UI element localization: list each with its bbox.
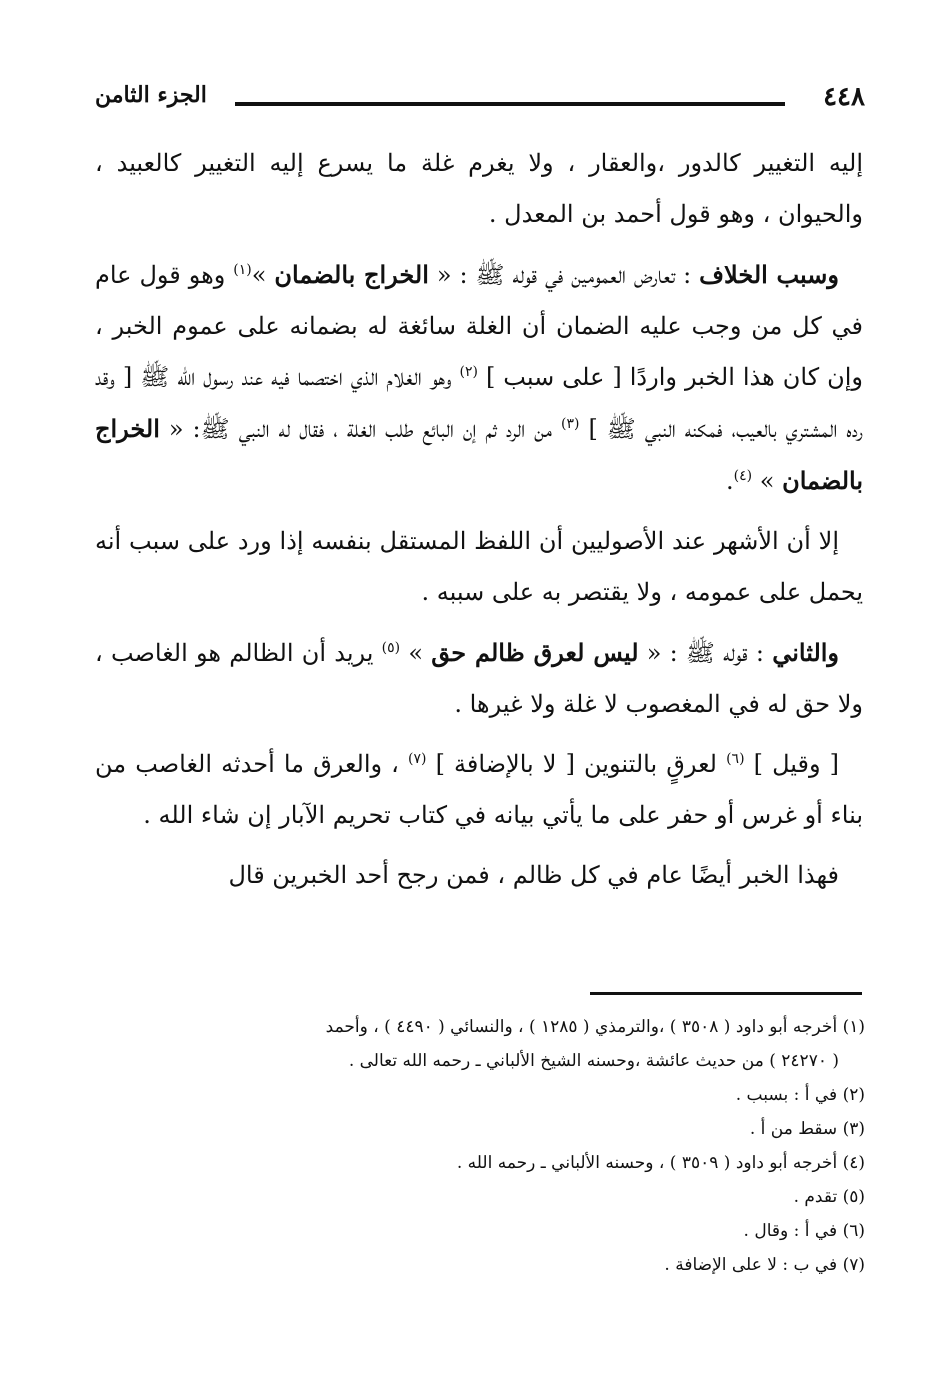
header-rule xyxy=(235,102,785,106)
footnote-ref-5: (٥) xyxy=(381,640,401,656)
footnote-1 xyxy=(95,1010,865,1044)
second-heading: والثاني xyxy=(772,638,840,667)
footnote-6 xyxy=(95,1214,865,1248)
hadith-quote-2: الخراج بالضمان xyxy=(95,414,863,495)
footnote-ref-3: (٣) xyxy=(560,416,580,432)
paragraph-2-text-g: . xyxy=(726,467,734,495)
cause-of-dispute-heading: وسبب الخلاف xyxy=(699,260,839,289)
paragraph-5-text-c: ، والعرق ما أحدثه الغاصب من بناء أو غرس أو حفر على ما يأتي بيانه في كتاب تحريم الآبار إن شاء الله . xyxy=(95,750,863,829)
footnote-7-text: (٧) في ب : لا على الإضافة . xyxy=(664,1255,865,1275)
footnote-6-text: (٦) في أ : وقال . xyxy=(743,1221,865,1241)
hadith-quote-1: الخراج بالضمان xyxy=(274,260,429,289)
paragraph-6 xyxy=(95,850,863,901)
footnote-7 xyxy=(95,1248,865,1282)
hadith-quote-3: ليس لعرق ظالم حق xyxy=(431,638,639,667)
paragraph-2-text-f: » xyxy=(759,467,783,495)
footnote-ref-6: (٦) xyxy=(726,751,745,767)
footnote-2-text: (٢) في أ : بسبب . xyxy=(735,1085,865,1105)
footnote-1-line-1: (١) أخرجه أبو داود ( ٣٥٠٨ ) ،والترمذي ( ١٢٨٥ ) ، والنسائي ( ٤٤٩٠ ) ، وأحمد xyxy=(325,1017,865,1037)
footnote-1-line-2: ( ٢٤٢٧٠ ) من حديث عائشة ،وحسنه الشيخ الألباني ـ رحمه الله تعالى . xyxy=(348,1051,839,1071)
paragraph-1 xyxy=(95,138,863,240)
paragraph-3-text: إلا أن الأشهر عند الأصوليين أن اللفظ المستقل بنفسه إذا ورد على سبب أنه يحمل على عمومه ، ولا يقتصر به على سببه . xyxy=(95,527,863,606)
footnote-4 xyxy=(95,1146,865,1180)
paragraph-2-text-d: وهو الغلام الذي اختصما فيه عند رسول الله ﷺ [ وقد رده المشتري بالعيب، فمكنه النبي ﷺ ] xyxy=(95,363,864,443)
paragraph-3 xyxy=(95,516,863,618)
paragraph-2-text-c: وهو قول عام في كل من وجب عليه الضمان أن الغلة سائغة له بضمانه على عموم الخبر ، وإن كان هذا الخبر واردًا [ على سبب ] xyxy=(95,261,863,391)
paragraph-5-text-b: لعرقٍ بالتنوين [ لا بالإضافة ] xyxy=(435,750,727,778)
page-number: ٤٤٨ xyxy=(823,82,865,112)
footnote-2 xyxy=(95,1078,865,1112)
paragraph-5 xyxy=(95,739,863,841)
footnote-4-text: (٤) أخرجه أبو داود ( ٣٥٠٩ ) ، وحسنه الألباني ـ رحمه الله . xyxy=(456,1153,865,1173)
footnote-ref-7: (٧) xyxy=(408,751,427,767)
footnote-1-continuation xyxy=(95,1044,865,1078)
paragraph-2-text-a: : تعارض العمومين في قوله ﷺ : « xyxy=(428,261,700,289)
footnote-ref-2: (٢) xyxy=(459,364,478,380)
paragraph-6-text: فهذا الخبر أيضًا عام في كل ظالم ، فمن رجح أحد الخبرين قال xyxy=(228,861,839,889)
paragraph-5-text-a: [ وقيل ] xyxy=(753,750,839,778)
running-header xyxy=(95,82,865,116)
paragraph-4 xyxy=(95,627,863,730)
paragraph-1-text: إليه التغيير كالدور ،والعقار ، ولا يغرم غلة ما يسرع إليه التغيير كالعبيد ، والحيوان ، وهو قول أحمد بن المعدل . xyxy=(95,149,863,228)
volume-title: الجزء الثامن xyxy=(95,82,207,108)
footnote-separator xyxy=(590,992,862,995)
footnote-5 xyxy=(95,1180,865,1214)
footnote-ref-1: (١) xyxy=(233,262,252,278)
paragraph-2 xyxy=(95,249,863,507)
footnote-5-text: (٥) تقدم . xyxy=(793,1187,865,1207)
main-text xyxy=(95,138,863,910)
paragraph-2-text-b: » xyxy=(251,261,275,289)
footnote-3 xyxy=(95,1112,865,1146)
footnotes xyxy=(95,1010,865,1282)
footnote-ref-4: (٤) xyxy=(733,468,753,484)
paragraph-4-text-c: يريد أن الظالم هو الغاصب ، ولا حق له في المغصوب لا غلة ولا غيرها . xyxy=(95,639,863,718)
paragraph-4-text-a: : قوله ﷺ : « xyxy=(638,639,773,667)
paragraph-2-text-e: من الرد ثم إن البائع طلب الغلة ، فقال له النبي ﷺ: « xyxy=(159,415,561,443)
paragraph-4-text-b: » xyxy=(408,639,432,667)
footnote-3-text: (٣) سقط من أ . xyxy=(749,1119,865,1139)
